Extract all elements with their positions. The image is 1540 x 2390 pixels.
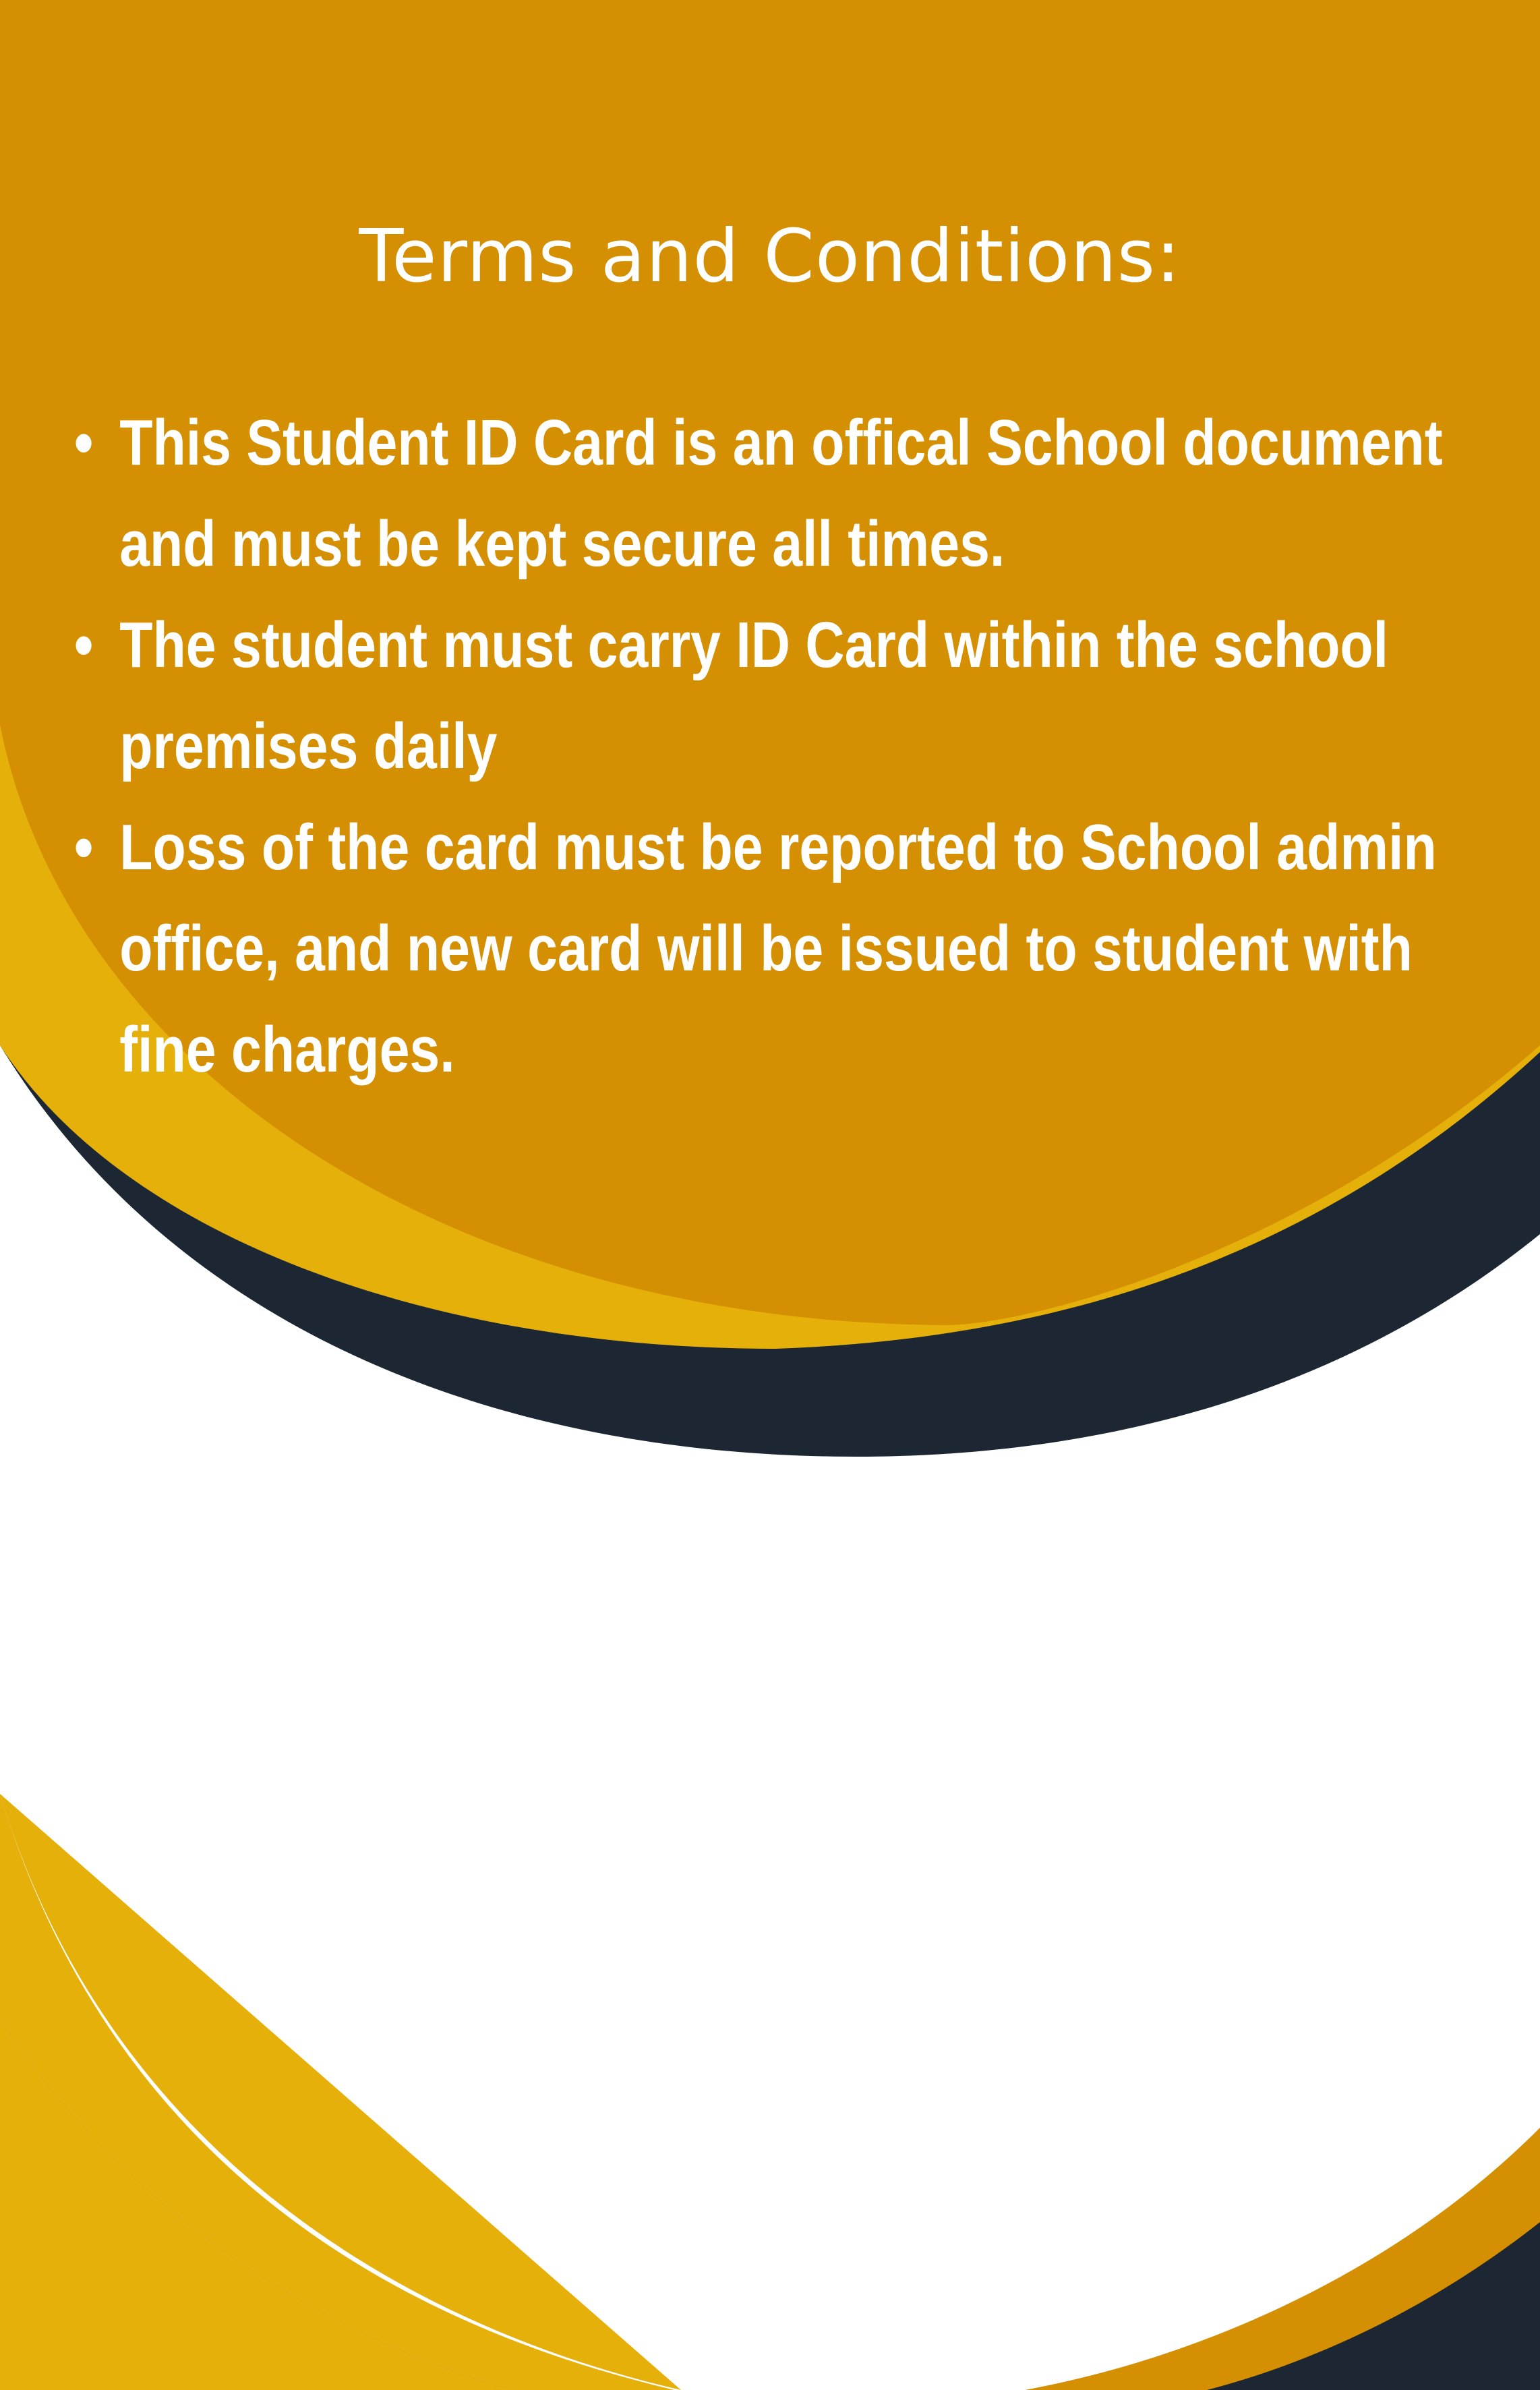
- bullet-icon: •: [74, 407, 94, 479]
- list-item: [74, 595, 1502, 797]
- list-item: [74, 797, 1502, 1101]
- list-item: [74, 392, 1502, 595]
- page-title: Terms and Conditions:: [359, 214, 1181, 299]
- terms-list: [74, 392, 1504, 1101]
- term-text: The student must carry ID Card within the school premises daily: [119, 609, 1389, 782]
- bullet-icon: •: [74, 811, 94, 883]
- term-text: Loss of the card must be reported to School admin office, and new card will be issued to student with fine charges.: [119, 811, 1437, 1086]
- bullet-icon: •: [74, 609, 94, 681]
- term-text: This Student ID Card is an offical School document and must be kept secure all times.: [119, 407, 1443, 580]
